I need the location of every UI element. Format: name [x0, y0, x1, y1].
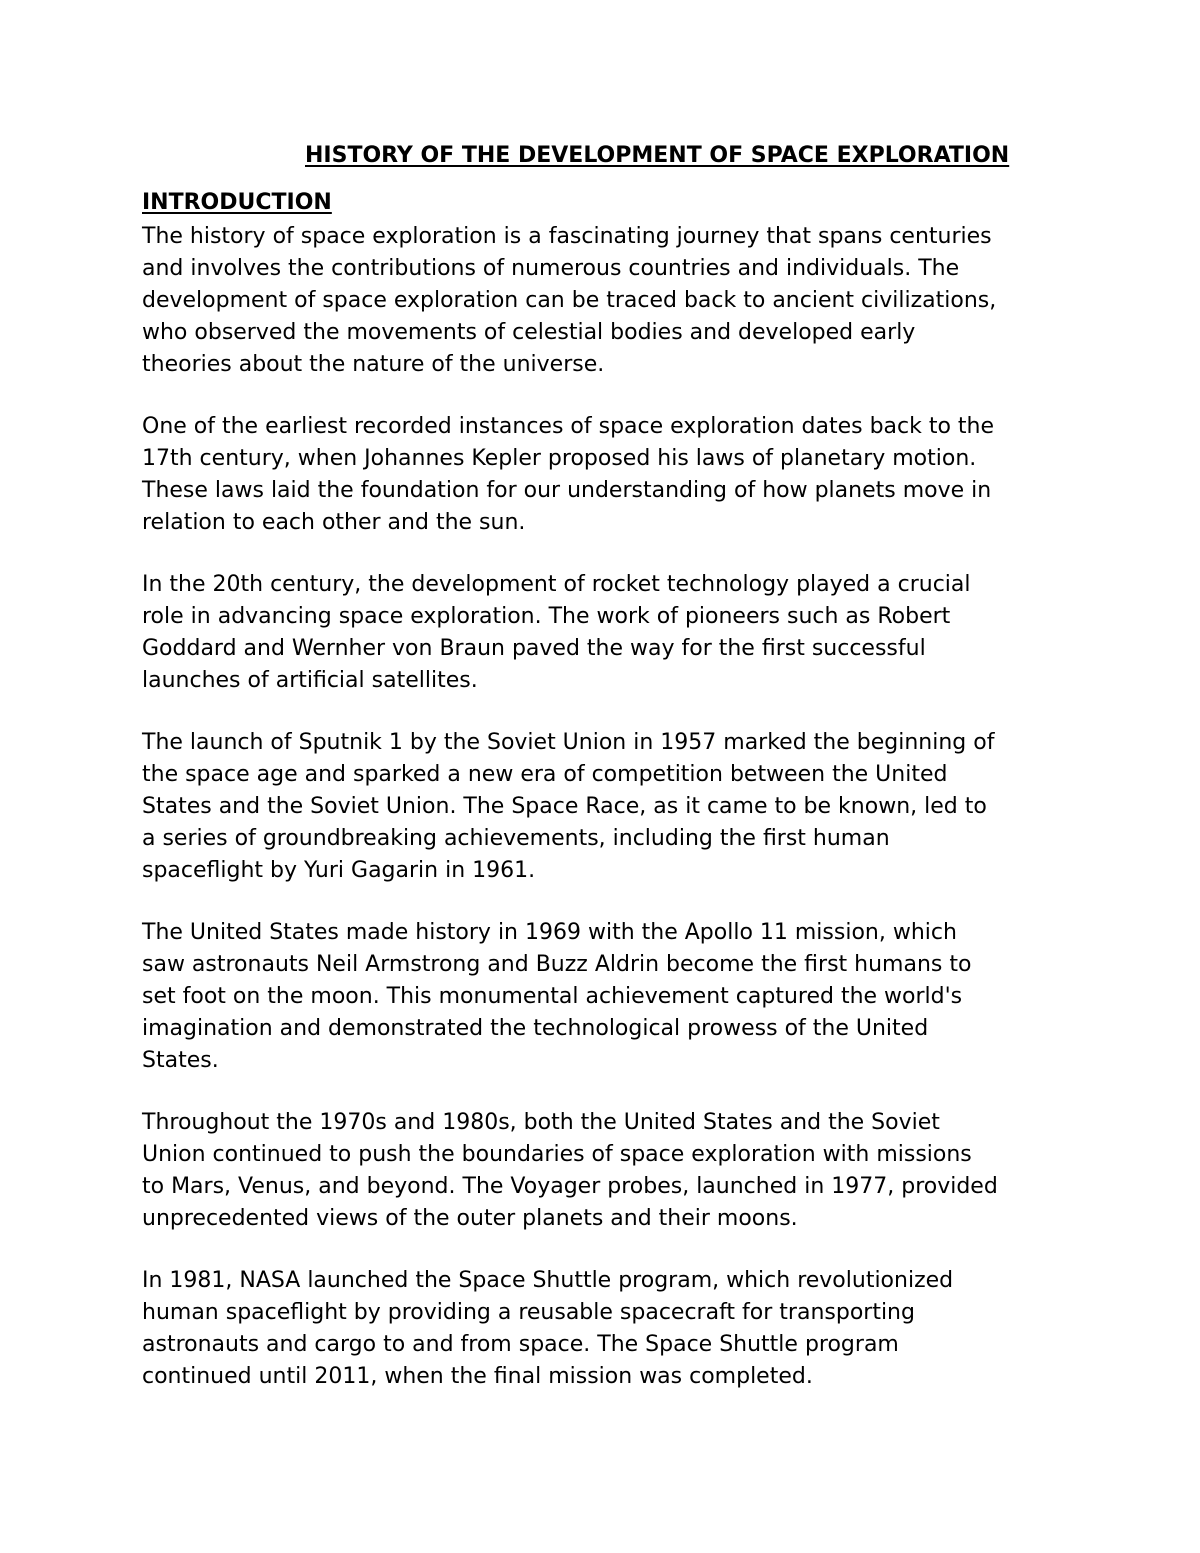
paragraph-6: Throughout the 1970s and 1980s, both the United States and the Soviet Union continued to push the boundaries of space exploration with missions to Mars, Venus, and beyond. The Voyager probes, launched in 1977, provided unprecedented views of the outer planets and their moons.	[142, 1110, 998, 1231]
paragraph-4: The launch of Sputnik 1 by the Soviet Union in 1957 marked the beginning of the space age and sparked a new era of competition between the United States and the Soviet Union. The Space Race, as it came to be known, led to a series of groundbreaking achievements, including the first human spaceflight by Yuri Gagarin in 1961.	[142, 730, 995, 883]
paragraph-3: In the 20th century, the development of rocket technology played a crucial role in advancing space exploration. The work of pioneers such as Robert Goddard and Wernher von Braun paved the way for the first successful launches of artificial satellites.	[142, 572, 971, 693]
paragraph-7: In 1981, NASA launched the Space Shuttle program, which revolutionized human spaceflight by providing a reusable spacecraft for transporting astronauts and cargo to and from space. The Space Shuttle program continued until 2011, when the final mission was completed.	[142, 1268, 954, 1389]
paragraph-2: One of the earliest recorded instances of space exploration dates back to the 17th century, when Johannes Kepler proposed his laws of planetary motion. These laws laid the foundation for our understanding of how planets move in relation to each other and the sun.	[142, 414, 995, 535]
document-title: HISTORY OF THE DEVELOPMENT OF SPACE EXPLORATION	[305, 143, 1010, 168]
paragraph-1: The history of space exploration is a fascinating journey that spans centuries and involves the contributions of numerous countries and individuals. The development of space exploration can be traced back to ancient civilizations, who observed the movements of celestial bodies and developed early theories about the nature of the universe.	[142, 224, 997, 377]
document-page	[142, 140, 1067, 1423]
section-heading-introduction: INTRODUCTION	[142, 190, 332, 215]
paragraph-5: The United States made history in 1969 with the Apollo 11 mission, which saw astronauts Neil Armstrong and Buzz Aldrin become the first humans to set foot on the moon. This monumental achievement captured the world's imagination and demonstrated the technological prowess of the United States.	[142, 920, 972, 1073]
